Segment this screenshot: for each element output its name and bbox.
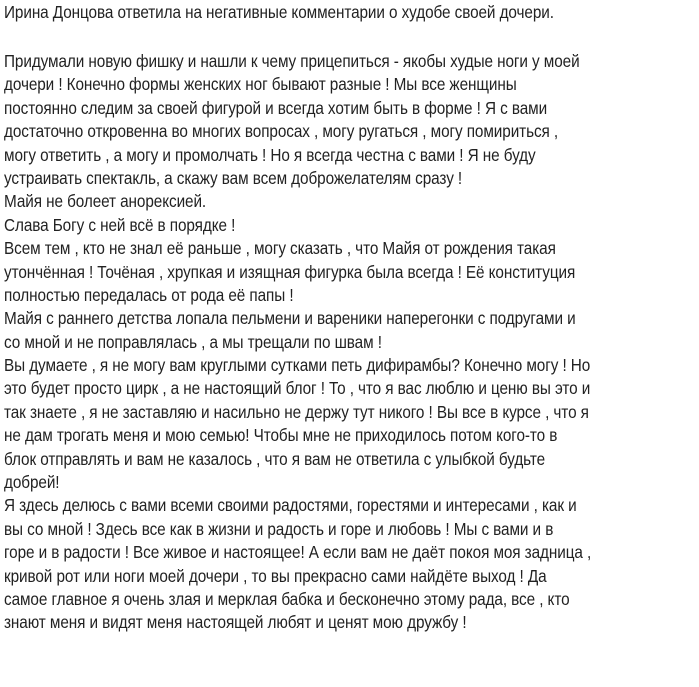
body-line: самое главное я очень злая и мерклая бабка и бесконечно этому рада, все , кто bbox=[4, 588, 570, 609]
body-line: вы со мной ! Здесь все как в жизни и радость и горе и любовь ! Мы с вами и в bbox=[4, 518, 554, 539]
body-line: так знаете , я не заставляю и насильно не держу тут никого ! Вы все в курсе , что я bbox=[4, 401, 589, 422]
body-line: кривой рот или ноги моей дочери , то вы прекрасно сами найдёте выход ! Да bbox=[4, 565, 547, 586]
article-body bbox=[4, 50, 591, 635]
body-line: Всем тем , кто не знал её раньше , могу сказать , что Майя от рождения такая bbox=[4, 238, 556, 259]
body-line: Я здесь делюсь с вами всеми своими радостями, горестями и интересами , как и bbox=[4, 495, 577, 516]
body-line: устраивать спектакль, а скажу вам всем доброжелателям сразу ! bbox=[4, 167, 463, 188]
body-line: добрей! bbox=[4, 472, 60, 493]
body-line: блок отправлять и вам не казалось , что я вам не ответила с улыбкой будьте bbox=[4, 448, 546, 469]
body-line: со мной и не поправлялась , а мы трещали по швам ! bbox=[4, 331, 382, 352]
body-line: Майя не болеет анорексией. bbox=[4, 191, 207, 212]
body-line: Слава Богу с ней всё в порядке ! bbox=[4, 214, 236, 235]
body-line: полностью передалась от рода её папы ! bbox=[4, 284, 294, 305]
body-line: могу ответить , а могу и промолчать ! Но я всегда честна с вами ! Я не буду bbox=[4, 144, 536, 165]
body-line: достаточно откровенна во многих вопросах , могу ругаться , могу помириться , bbox=[4, 121, 559, 142]
body-line: постоянно следим за своей фигурой и всегда хотим быть в форме ! Я с вами bbox=[4, 97, 548, 118]
body-line: Майя с раннего детства лопала пельмени и вареники наперегонки с подругами и bbox=[4, 308, 576, 329]
article-title: Ирина Донцова ответила на негативные комментарии о худобе своей дочери. bbox=[4, 2, 554, 22]
body-line: знают меня и видят меня настоящей любят и ценят мою дружбу ! bbox=[4, 612, 467, 633]
body-line: утончённая ! Точёная , хрупкая и изящная фигурка была всегда ! Её конституция bbox=[4, 261, 576, 282]
body-line: горе и в радости ! Все живое и настоящее! А если вам не даёт покоя моя задница , bbox=[4, 542, 592, 563]
body-line: Придумали новую фишку и нашли к чему прицепиться - якобы худые ноги у моей bbox=[4, 51, 580, 71]
body-line: это будет просто цирк , а не настоящий блог ! То , что я вас люблю и ценю вы это и bbox=[4, 378, 591, 399]
body-line: не дам трогать меня и мою семью! Чтобы мне не приходилось потом кого-то в bbox=[4, 425, 558, 446]
body-line: Вы думаете , я не могу вам круглыми сутками петь дифирамбы? Конечно могу ! Но bbox=[4, 355, 591, 376]
body-line: дочери ! Конечно формы женских ног бывают разные ! Мы все женщины bbox=[4, 74, 517, 95]
